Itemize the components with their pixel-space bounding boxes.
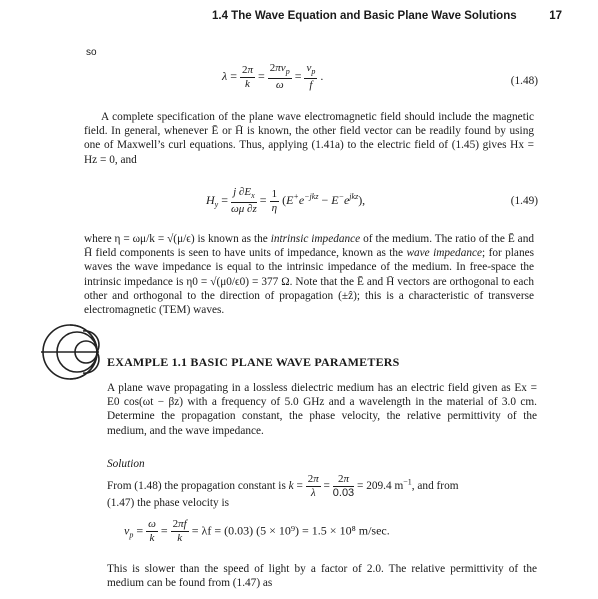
section-title: 1.4 The Wave Equation and Basic Plane Wave Solutions (212, 10, 517, 22)
equation-1-49: $H_y$ = $\frac{j \partial E_x}{\omega\mu \partial z}$ = $\frac{1}{\eta}$ $(E^+e^{-jkz} - E^-e^{jkz})$, (206, 186, 366, 216)
paragraph-1-text: A complete specification of the plane wave electromagnetic field should include the magnetic field. In general, whenever Ē or H̄ is known, the other field vector can be readily found by using one of Maxwell’s curl equations. Thus, applying (1.41a) to the electric field of (1.45) gives Hx = Hz = 0, and (84, 111, 534, 166)
example-problem: A plane wave propagating in a lossless dielectric medium has an electric field given as Ex = E0 cos(ωt − βz) with a frequency of 5.0 GHz and a wavelength in the material of 3.0 cm. Determine the propagation constant, the phase velocity, the relative permittivity of the medium, and the wave impedance. (107, 382, 537, 437)
solution-line-1-tail: , and from (411, 480, 459, 493)
page-number: 17 (549, 10, 562, 22)
equation-1-48: λ = $\frac{2\pi}{k}$ = $\frac{2\pi v_p}{\omega}$ = $\frac{v_p}{f}$ . (222, 62, 324, 92)
propagation-constant-exponent: −1 (403, 477, 412, 487)
term-intrinsic-impedance: intrinsic impedance (270, 233, 361, 245)
solution-propagation-constant: From (1.48) the propagation constant is k = $\frac{2\pi}{\lambda}$ = $\frac{2\pi}{0.03}$ = 209.4 $m^{-1}$, and from (107, 473, 459, 499)
solution-line-1-text: From (1.48) the propagation constant is (107, 480, 286, 493)
example-title: EXAMPLE 1.1 BASIC PLANE WAVE PARAMETERS (107, 355, 400, 369)
paragraph-2-part2: of the medium. The ratio of the Ē and H̄ field components is seen to have units of impedance, known as the (84, 233, 534, 260)
smith-chart-icon (39, 321, 101, 383)
so-label: so (86, 47, 97, 58)
term-wave-impedance: wave impedance (406, 247, 483, 260)
paragraph-2-part3: ; for planes waves the wave impedance is equal to the intrinsic impedance of the medium. In free-space the intrinsic impedance is η0 = √(μ0/ϵ0) = 377 Ω. Note that the Ē and H̄ vectors are orthogonal to each other and orthogonal to the direction of propagation (±ẑ); this is a characteristic of transverse electromagnetic (TEM) waves. (84, 247, 535, 317)
solution-line-2: (1.47) the phase velocity is (107, 497, 230, 509)
solution-label: Solution (107, 458, 145, 470)
equation-phase-velocity: $v_p$ = $\frac{\omega}{k}$ = $\frac{2\pi f}{k}$ = λf = (0.03) (5 × 10⁹) = 1.5 × 10⁸ m/sec. (124, 518, 390, 544)
paragraph-impedance (84, 232, 534, 317)
paragraph-magnetic-field (84, 110, 534, 167)
paragraph-2-part1: where η = ωμ/k = √(μ/ϵ) is known as the (84, 233, 271, 245)
propagation-constant-value: = 209.4 m (357, 480, 404, 493)
equation-number-1-49: (1.49) (510, 195, 538, 207)
solution-closing: This is slower than the speed of light by a factor of 2.0. The relative permittivity of the medium can be found from (1.47) as (107, 563, 537, 590)
equation-number-1-48: (1.48) (510, 75, 538, 87)
phase-velocity-result: = λf = (0.03) (5 × 10⁹) = 1.5 × 10⁸ m/sec. (191, 523, 390, 538)
